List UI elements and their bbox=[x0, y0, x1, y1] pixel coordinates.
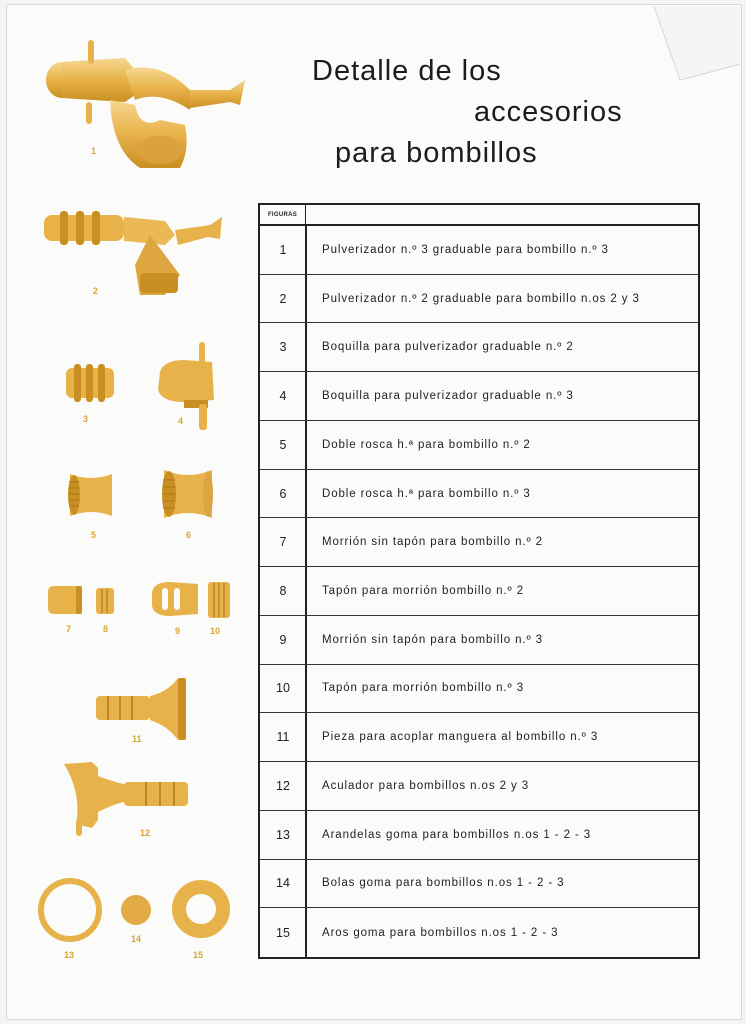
part-description: Arandelas goma para bombillos n.os 1 - 2 - 3 bbox=[322, 828, 592, 841]
figure-number: 6 bbox=[279, 486, 287, 501]
figure-number: 11 bbox=[276, 730, 290, 745]
figure-11-hose-connector-illustration bbox=[94, 674, 190, 744]
figure-6-double-thread-illustration bbox=[160, 466, 216, 522]
table-row bbox=[260, 665, 698, 714]
figure-number: 14 bbox=[276, 876, 290, 891]
part-description: Tapón para morrión bombillo n.º 2 bbox=[322, 584, 525, 597]
title-line-2: accesorios bbox=[474, 96, 623, 128]
parts-table bbox=[258, 203, 700, 959]
figure-number: 4 bbox=[279, 389, 287, 404]
table-row bbox=[260, 275, 698, 324]
table-row bbox=[260, 860, 698, 909]
table-row bbox=[260, 762, 698, 811]
title-line-1: Detalle de los bbox=[312, 55, 502, 87]
figure-label-14: 14 bbox=[131, 934, 142, 944]
figure-2-sprayer-illustration bbox=[40, 205, 230, 300]
part-description: Boquilla para pulverizador graduable n.º 2 bbox=[322, 341, 574, 354]
part-description: Boquilla para pulverizador graduable n.º 3 bbox=[322, 390, 574, 403]
figure-number: 15 bbox=[276, 925, 290, 940]
part-description: Doble rosca h.ª para bombillo n.º 3 bbox=[322, 487, 531, 500]
part-description: Aros goma para bombillos n.os 1 - 2 - 3 bbox=[322, 926, 559, 939]
figure-label-6: 6 bbox=[186, 530, 192, 540]
table-row bbox=[260, 518, 698, 567]
figure-label-1: 1 bbox=[91, 146, 97, 156]
table-header bbox=[260, 205, 698, 226]
figure-12-fitting-illustration bbox=[62, 758, 192, 836]
figure-4-nozzle-illustration bbox=[154, 342, 220, 430]
table-row bbox=[260, 811, 698, 860]
figure-number: 8 bbox=[279, 583, 287, 598]
figure-number: 1 bbox=[279, 242, 287, 257]
table-row bbox=[260, 567, 698, 616]
table-row bbox=[260, 226, 698, 275]
table-row bbox=[260, 421, 698, 470]
figure-number: 7 bbox=[279, 535, 287, 550]
figure-13-washer-illustration bbox=[36, 876, 104, 944]
part-description: Bolas goma para bombillos n.os 1 - 2 - 3 bbox=[322, 877, 565, 890]
table-row bbox=[260, 470, 698, 519]
figure-number: 12 bbox=[276, 778, 290, 793]
figure-8-plug-illustration bbox=[94, 586, 116, 616]
figure-9-cap-illustration bbox=[150, 580, 200, 618]
figure-number: 2 bbox=[279, 291, 287, 306]
part-description: Pieza para acoplar manguera al bombillo n.º 3 bbox=[322, 731, 599, 744]
table-row bbox=[260, 323, 698, 372]
part-description: Morrión sin tapón para bombillo n.º 2 bbox=[322, 536, 543, 549]
figure-label-3: 3 bbox=[83, 414, 89, 424]
figure-15-ring-illustration bbox=[168, 876, 234, 942]
figure-10-plug-illustration bbox=[206, 580, 232, 620]
figure-3-nozzle-illustration bbox=[64, 362, 116, 404]
figure-label-15: 15 bbox=[193, 950, 204, 960]
figure-number: 13 bbox=[276, 827, 290, 842]
part-description: Morrión sin tapón para bombillo n.º 3 bbox=[322, 633, 543, 646]
part-description: Aculador para bombillos n.os 2 y 3 bbox=[322, 779, 530, 792]
figure-14-ball-illustration bbox=[118, 892, 154, 928]
part-description: Tapón para morrión bombillo n.º 3 bbox=[322, 682, 525, 695]
folded-corner bbox=[650, 4, 742, 84]
figure-label-13: 13 bbox=[64, 950, 75, 960]
part-description: Pulverizador n.º 2 graduable para bombillo n.os 2 y 3 bbox=[322, 292, 640, 305]
figure-label-5: 5 bbox=[91, 530, 97, 540]
figure-number: 10 bbox=[276, 681, 290, 696]
figure-number: 3 bbox=[279, 340, 287, 355]
figure-label-9: 9 bbox=[175, 626, 181, 636]
table-row bbox=[260, 713, 698, 762]
figure-number: 5 bbox=[279, 437, 287, 452]
figure-label-2: 2 bbox=[93, 286, 99, 296]
part-description: Doble rosca h.ª para bombillo n.º 2 bbox=[322, 438, 531, 451]
figure-1-sprayer-illustration bbox=[40, 40, 250, 175]
column-header-figuras: FIGURAS bbox=[260, 205, 306, 224]
figure-label-10: 10 bbox=[210, 626, 221, 636]
table-row bbox=[260, 908, 698, 957]
title-line-3: para bombillos bbox=[335, 137, 538, 169]
part-description: Pulverizador n.º 3 graduable para bombillo n.º 3 bbox=[322, 243, 609, 256]
table-row bbox=[260, 616, 698, 665]
figure-number: 9 bbox=[279, 632, 287, 647]
figure-label-7: 7 bbox=[66, 624, 72, 634]
figure-7-cap-illustration bbox=[46, 584, 84, 616]
figure-label-12: 12 bbox=[140, 828, 151, 838]
figure-label-8: 8 bbox=[103, 624, 109, 634]
figure-5-double-thread-illustration bbox=[66, 470, 116, 520]
figure-label-4: 4 bbox=[178, 416, 184, 426]
figure-label-11: 11 bbox=[132, 734, 142, 744]
table-row bbox=[260, 372, 698, 421]
